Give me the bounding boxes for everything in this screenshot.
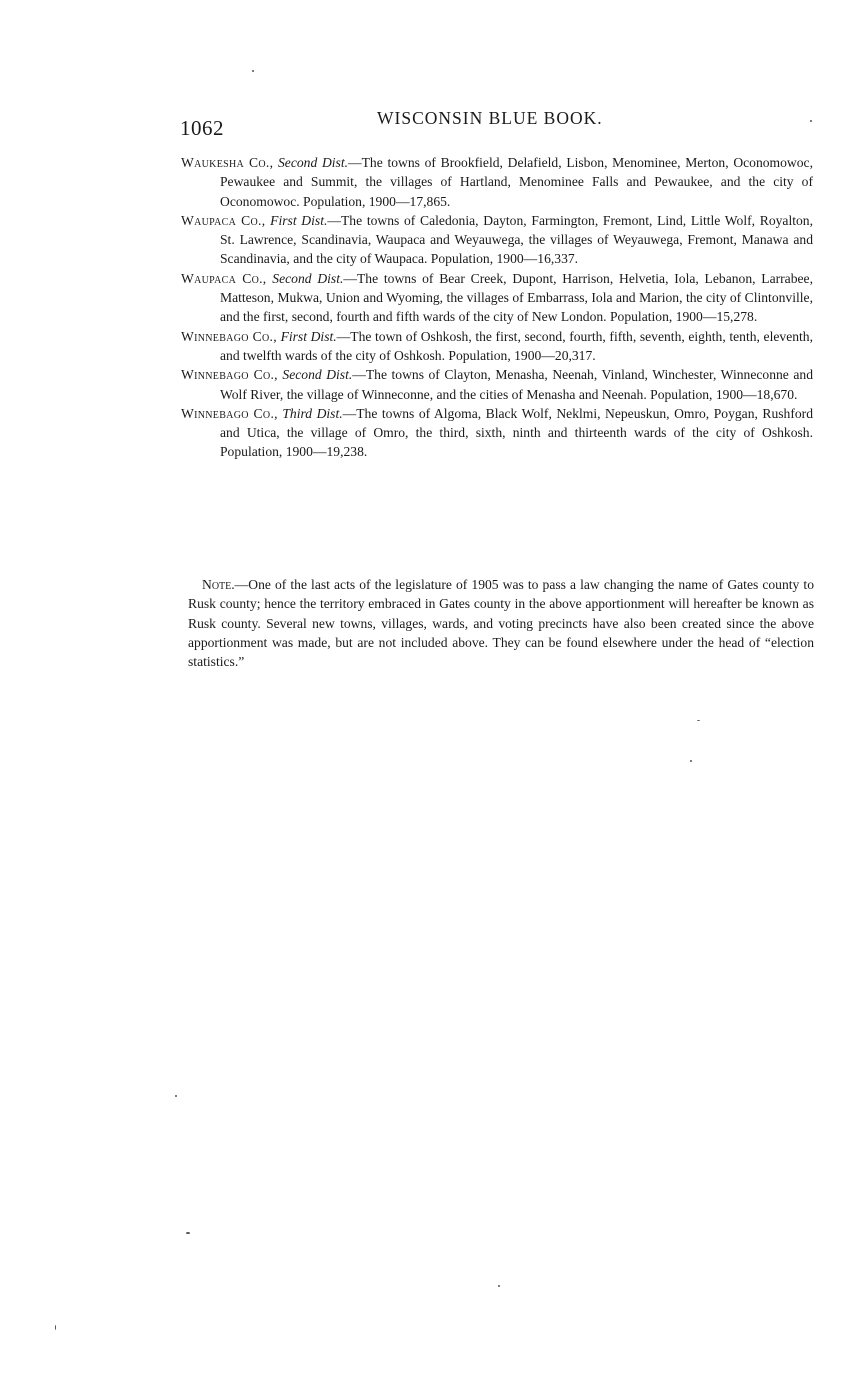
- page-number: 1062: [180, 116, 224, 140]
- county-name: Winnebago Co.,: [181, 367, 278, 383]
- footnote-text: —One of the last acts of the legislature of 1905 was to pass a law changing the name of Gates county to Rusk county; hence the territory embraced in Gates county in the above apportionment will hereafter be known as Rusk county. Several new towns, villages, wards, and voting precincts have also been created since the above apportionment was made, but are not included above. They can be found elsewhere under the head of “election statistics.”: [188, 577, 814, 670]
- footnote: [188, 575, 814, 671]
- county-name: Winnebago Co.,: [181, 405, 278, 421]
- running-head: WISCONSIN BLUE BOOK.: [377, 108, 603, 128]
- scan-speck: [55, 1325, 56, 1330]
- district-description: —The towns of Brookfield, Delafield, Lisbon, Menominee, Merton, Oconomowoc, Pewaukee and Summit, the villages of Hartland, Menominee Falls and Pewaukee, and the city of Oconomowoc. Population, 1900—17,865.: [220, 155, 813, 209]
- district-description: —The towns of Clayton, Menasha, Neenah, Vinland, Winchester, Winneconne and Wolf River, the village of Winneconne, and the cities of Menasha and Neenah. Population, 1900—18,670.: [220, 367, 813, 402]
- county-name: Winnebago Co.,: [181, 328, 277, 344]
- footnote-label: Note.: [202, 577, 235, 592]
- district-entry: [181, 404, 813, 462]
- district-entry: [181, 365, 813, 404]
- scan-speck: [697, 720, 700, 721]
- district-entry: [181, 327, 813, 366]
- scan-speck: [690, 760, 692, 762]
- county-name: Waupaca Co.,: [181, 212, 266, 228]
- district-name: First Dist.: [270, 212, 328, 228]
- district-description: —The towns of Bear Creek, Dupont, Harrison, Helvetia, Iola, Lebanon, Larrabee, Matteson, Mukwa, Union and Wyoming, the villages of Embarrass, Iola and Marion, the city of Clintonville, and the first, second, fourth and fifth wards of the city of New London. Population, 1900—15,278.: [220, 270, 813, 325]
- scan-speck: [175, 1095, 177, 1097]
- district-list: [181, 153, 813, 462]
- scan-speck: [186, 1232, 190, 1234]
- district-description: —The town of Oshkosh, the first, second, fourth, fifth, seventh, eighth, tenth, eleventh, and twelfth wards of the city of Oshkosh. Population, 1900—20,317.: [220, 328, 813, 363]
- district-entry: [181, 269, 813, 327]
- scan-speck: [498, 1285, 500, 1287]
- district-name: Third Dist.: [282, 405, 343, 421]
- district-name: Second Dist.: [278, 155, 349, 170]
- scan-speck: [810, 120, 812, 122]
- district-entry: [181, 153, 813, 211]
- county-name: Waupaca Co.,: [181, 270, 267, 286]
- district-name: Second Dist.: [282, 367, 353, 383]
- district-description: —The towns of Caledonia, Dayton, Farmington, Fremont, Lind, Little Wolf, Royalton, St. Lawrence, Scandinavia, Waupaca and Weyauwega, the villages of Weyauwega, Fremont, Manawa and Scandinavia, and the city of Waupaca. Population, 1900—16,337.: [220, 212, 813, 267]
- district-entry: [181, 211, 813, 269]
- district-name: Second Dist.: [272, 270, 344, 286]
- district-name: First Dist.: [280, 328, 337, 344]
- scan-speck: [252, 70, 254, 72]
- county-name: Waukesha Co.,: [181, 155, 274, 170]
- district-description: —The towns of Algoma, Black Wolf, Neklmi, Nepeuskun, Omro, Poygan, Rushford and Utica, the village of Omro, the third, sixth, ninth and thirteenth wards of the city of Oshkosh. Population, 1900—19,238.: [220, 405, 813, 460]
